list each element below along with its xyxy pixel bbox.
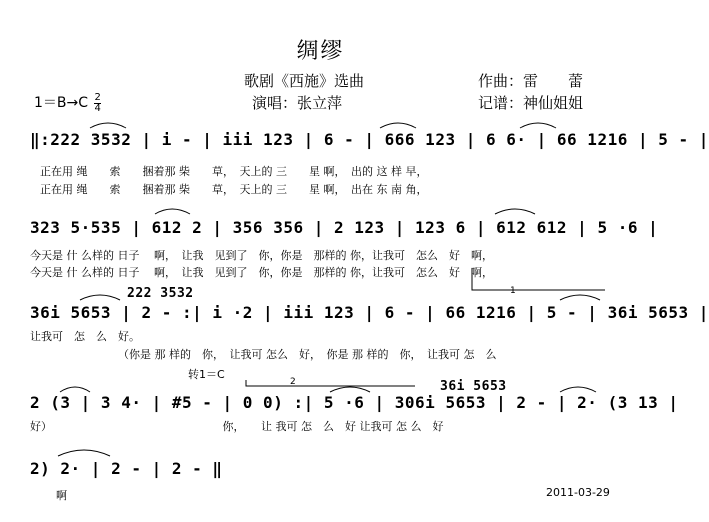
slur-mark — [90, 123, 126, 128]
system-5-notes: 2) 2· | 2 - | 2 - ‖ — [30, 459, 223, 478]
modulation-marker: 转1＝C — [188, 368, 225, 381]
date-stamp: 2011-03-29 — [546, 486, 610, 499]
key-text: 1＝B→C — [34, 95, 89, 111]
slur-mark — [560, 295, 600, 300]
slur-mark — [495, 209, 535, 214]
system-1-notes: ‖:222 3532 | i - | iii 123 | 6 - | 666 123 | 6 6· | 66 1216 | 5 - | — [30, 130, 709, 149]
time-sig-denominator: 4 — [94, 102, 101, 114]
system-3-notes: 36i 5653 | 2 - :| i ·2 | iii 123 | 6 - | 66 1216 | 5 - | 36i 5653 | — [30, 303, 709, 322]
system-2-notes: 323 5·535 | 612 2 | 356 356 | 2 123 | 123 6 | 612 612 | 5 ·6 | — [30, 218, 659, 237]
system-2-lyrics-1: 今天是 什 么样的 日子 啊， 让我 见到了 你，你是 那样的 你，让我可 怎么 好 啊， — [30, 249, 493, 262]
slur-mark — [58, 450, 110, 456]
system-2-lyrics-2: 今天是 什 么样的 日子 啊， 让我 见到了 你，你是 那样的 你，让我可 怎么 好 啊， — [30, 266, 493, 279]
slur-mark — [80, 295, 120, 300]
song-title: 绸缪 — [296, 39, 345, 64]
system-5-lyrics: 啊 — [56, 489, 67, 502]
slur-mark — [520, 123, 556, 128]
singer-credit: 演唱：张立萍 — [252, 94, 343, 112]
system-1-lyrics-2: 正在用 绳 索 捆着那 柴 草， 天上的 三 星 啊， 出在 东 南 角， — [40, 183, 428, 196]
volta-2-bracket — [246, 380, 415, 386]
transcriber-credit: 记谱：神仙姐姐 — [478, 94, 584, 112]
system-3-above-notes: 222 3532 — [127, 286, 194, 301]
volta-1-bracket — [472, 268, 605, 290]
subtitle: 歌剧《西施》选曲 — [244, 72, 365, 90]
slur-mark — [155, 209, 190, 214]
slur-mark — [60, 387, 90, 392]
system-3-lyrics-1: 让我可 怎 么 好。 — [30, 330, 140, 343]
time-sig-numerator: 2 — [94, 91, 101, 103]
system-4-above-notes: 36i 5653 — [440, 379, 507, 394]
composer-credit: 作曲：雷 蕾 — [478, 72, 584, 90]
slur-mark — [330, 387, 370, 392]
slur-mark — [380, 123, 416, 128]
volta-1-number: 1 — [510, 286, 516, 296]
slur-mark — [560, 387, 596, 392]
volta-2-number: 2 — [290, 377, 296, 387]
system-4-notes: 2 (3 | 3 4· | #5 - | 0 0) :| 5 ·6 | 306i 5653 | 2 - | 2· (3 13 | — [30, 393, 679, 412]
system-4-lyrics: 好） 你， 让 我可 怎 么 好 让我可 怎 么 好 — [30, 420, 444, 433]
system-1-lyrics-1: 正在用 绳 索 捆着那 柴 草， 天上的 三 星 啊， 出的 这 样 早， — [40, 165, 428, 178]
system-3-lyrics-2: （你是 那 样的 你， 让我可 怎么 好， 你是 那 样的 你， 让我可 怎 么 — [118, 348, 497, 361]
